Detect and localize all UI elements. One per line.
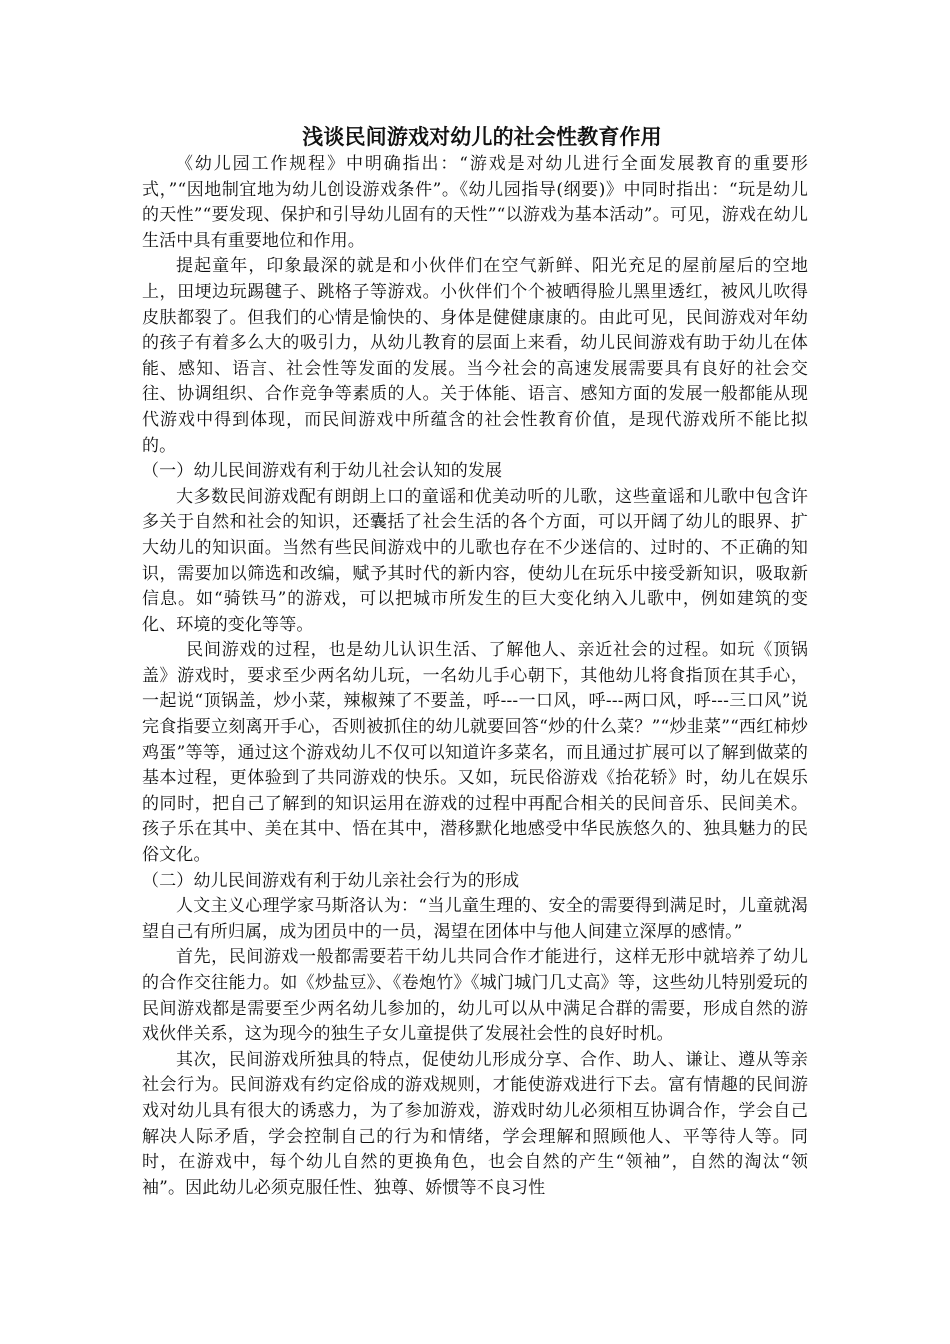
paragraph-process: 民间游戏的过程，也是幼儿认识生活、了解他人、亲近社会的过程。如玩《顶锅盖》游戏时，要求至少两名幼儿玩，一名幼儿手心朝下，其他幼儿将食指顶在其手心，一起说“顶锅盖，炒小菜，辣椒辣了不要盖，呼---一口风，呼---两口风，呼---三口风”说完食指要立刻离开手心，否则被抓住的幼儿就要回答“炒的什么菜？”“炒韭菜”“西红柿炒鸡蛋”等等，通过这个游戏幼儿不仅可以知道许多菜名，而且通过扩展可以了解到做菜的基本过程，更体验到了共同游戏的快乐。又如，玩民俗游戏《抬花轿》时，幼儿在娱乐的同时，把自己了解到的知识运用在游戏的过程中再配合相关的民间音乐、民间美术。孩子乐在其中、美在其中、悟在其中，潜移默化地感受中华民族悠久的、独具魅力的民俗文化。 [142, 640, 808, 866]
paragraph-intro: 《幼儿园工作规程》中明确指出：“游戏是对幼儿进行全面发展教育的重要形式，”“因地制宜地为幼儿创设游戏条件”。《幼儿园指导(纲要)》中同时指出：“玩是幼儿的天性”“要发现、保护和引导幼儿固有的天性”“以游戏为基本活动”。可见，游戏在幼儿生活中具有重要地位和作用。 [142, 154, 808, 251]
section-heading-2: （二）幼儿民间游戏有利于幼儿亲社会行为的形成 [142, 870, 520, 891]
document-page [142, 122, 808, 1201]
paragraph-songs: 大多数民间游戏配有朗朗上口的童谣和优美动听的儿歌，这些童谣和儿歌中包含许多关于自然和社会的知识，还囊括了社会生活的各个方面，可以开阔了幼儿的眼界、扩大幼儿的知识面。当然有些民间游戏中的儿歌也存在不少迷信的、过时的、不正确的知识，需要加以筛选和改编，赋予其时代的新内容，使幼儿在玩乐中接受新知识，吸取新信息。如“骑铁马”的游戏，可以把城市所发生的巨大变化纳入儿歌中，例如建筑的变化、环境的变化等等。 [142, 486, 808, 635]
paragraph-maslow: 人文主义心理学家马斯洛认为：“当儿童生理的、安全的需要得到满足时，儿童就渴望自己有所归属，成为团员中的一员，渴望在团体中与他人间建立深厚的感情。” [142, 896, 808, 942]
document-title: 浅谈民间游戏对幼儿的社会性教育作用 [302, 125, 662, 149]
paragraph-firstly: 首先，民间游戏一般都需要若干幼儿共同合作才能进行，这样无形中就培养了幼儿的合作交往能力。如《炒盐豆》、《卷炮竹》《城门城门几丈高》等，这些幼儿特别爱玩的民间游戏都是需要至少两名幼儿参加的，幼儿可以从中满足合群的需要，形成自然的游戏伙伴关系，这为现今的独生子女儿童提供了发展社会性的良好时机。 [142, 947, 808, 1045]
paragraph-secondly: 其次，民间游戏所独具的特点，促使幼儿形成分享、合作、助人、谦让、遵从等亲社会行为。民间游戏有约定俗成的游戏规则，才能使游戏进行下去。富有情趣的民间游戏对幼儿具有很大的诱惑力，为了参加游戏，游戏时幼儿必须相互协调合作，学会自己解决人际矛盾，学会控制自己的行为和情绪，学会理解和照顾他人、平等待人等。同时，在游戏中，每个幼儿自然的更换角色，也会自然的产生“领袖”，自然的淘汰“领袖”。因此幼儿必须克服任性、独尊、娇惯等不良习性 [142, 1049, 808, 1198]
section-heading-1: （一）幼儿民间游戏有利于幼儿社会认知的发展 [142, 461, 503, 482]
paragraph-childhood: 提起童年，印象最深的就是和小伙伴们在空气新鲜、阳光充足的屋前屋后的空地上，田埂边玩踢毽子、跳格子等游戏。小伙伴们个个被晒得脸儿黑里透红，被风儿吹得皮肤都裂了。但我们的心情是愉快的、身体是健健康康的。由此可见，民间游戏对年幼的孩子有着多么大的吸引力，从幼儿教育的层面上来看，幼儿民间游戏有助于幼儿在体能、感知、语言、社会性等发面的发展。当今社会的高速发展需要具有良好的社会交往、协调组织、合作竞争等素质的人。关于体能、语言、感知方面的发展一般都能从现代游戏中得到体现，而民间游戏中所蕴含的社会性教育价值，是现代游戏所不能比拟的。 [142, 256, 808, 456]
